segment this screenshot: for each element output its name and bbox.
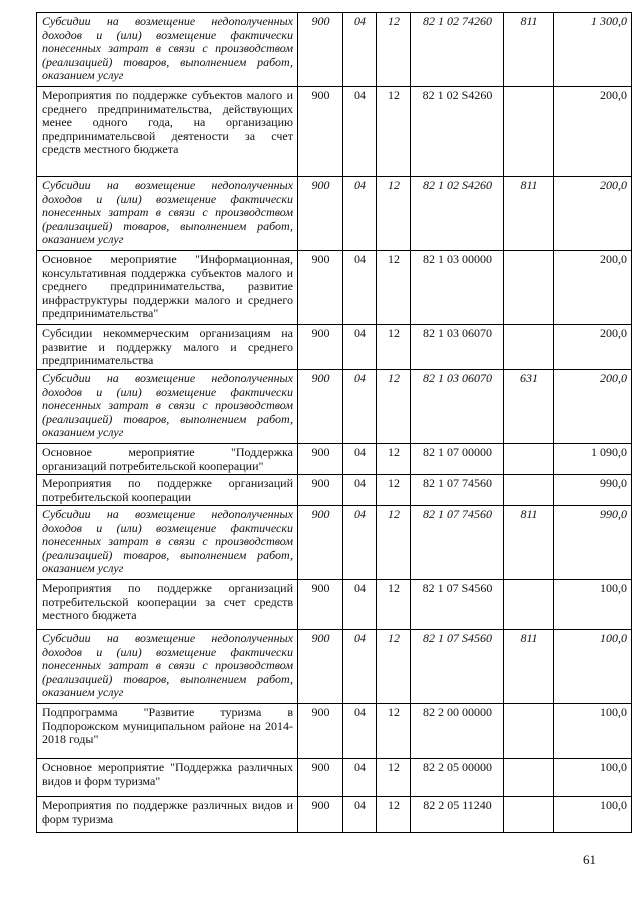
grbs-code-cell: 900 [298, 506, 343, 580]
expense-type-cell [504, 325, 554, 370]
grbs-code-cell: 900 [298, 580, 343, 630]
amount-cell: 1 300,0 [554, 13, 632, 87]
subsection-code-cell: 12 [377, 444, 411, 475]
target-article-cell: 82 1 02 S4260 [411, 87, 504, 177]
subsection-code-cell: 12 [377, 704, 411, 759]
row-name-cell: Мероприятия по поддержке различных видов и форм туризма [37, 797, 298, 833]
section-code-cell: 04 [343, 444, 377, 475]
subsection-code-cell: 12 [377, 177, 411, 251]
row-name-cell: Субсидии на возмещение недополученных доходов и (или) возмещение фактически понесенных затрат в связи с производством (реализацией) товаров, выполнением работ, оказанием услуг [37, 13, 298, 87]
amount-cell: 200,0 [554, 370, 632, 444]
row-name-cell: Мероприятия по поддержке субъектов малого и среднего предпринимательства, действующих менее одного года, на организацию предпринимательсвой деятености за счет средств местного бюджета [37, 87, 298, 177]
row-name-cell: Субсидии на возмещение недополученных доходов и (или) возмещение фактически понесенных затрат в связи с производством (реализацией) товаров, выполнением работ, оказанием услуг [37, 177, 298, 251]
amount-cell: 100,0 [554, 759, 632, 797]
grbs-code-cell: 900 [298, 444, 343, 475]
target-article-cell: 82 1 03 00000 [411, 251, 504, 325]
grbs-code-cell: 900 [298, 87, 343, 177]
target-article-cell: 82 1 07 00000 [411, 444, 504, 475]
section-code-cell: 04 [343, 177, 377, 251]
table-row [37, 370, 632, 444]
table-row [37, 580, 632, 630]
grbs-code-cell: 900 [298, 177, 343, 251]
row-name-cell: Мероприятия по поддержке организаций потребительской кооперации за счет средств местного бюджета [37, 580, 298, 630]
expense-type-cell [504, 444, 554, 475]
section-code-cell: 04 [343, 580, 377, 630]
expense-type-cell: 811 [504, 13, 554, 87]
table-row [37, 87, 632, 177]
row-name-cell: Субсидии на возмещение недополученных доходов и (или) возмещение фактически понесенных затрат в связи с производством (реализацией) товаров, выполнением работ, оказанием услуг [37, 370, 298, 444]
subsection-code-cell: 12 [377, 630, 411, 704]
expense-type-cell [504, 797, 554, 833]
section-code-cell: 04 [343, 475, 377, 506]
section-code-cell: 04 [343, 759, 377, 797]
section-code-cell: 04 [343, 251, 377, 325]
subsection-code-cell: 12 [377, 580, 411, 630]
row-name-cell: Субсидии на возмещение недополученных доходов и (или) возмещение фактически понесенных затрат в связи с производством (реализацией) товаров, выполнением работ, оказанием услуг [37, 630, 298, 704]
amount-cell: 100,0 [554, 704, 632, 759]
row-name-cell: Основное мероприятие "Поддержка различных видов и форм туризма" [37, 759, 298, 797]
budget-table [36, 12, 632, 833]
table-row [37, 759, 632, 797]
section-code-cell: 04 [343, 13, 377, 87]
grbs-code-cell: 900 [298, 759, 343, 797]
expense-type-cell [504, 704, 554, 759]
section-code-cell: 04 [343, 370, 377, 444]
subsection-code-cell: 12 [377, 506, 411, 580]
subsection-code-cell: 12 [377, 13, 411, 87]
expense-type-cell [504, 87, 554, 177]
subsection-code-cell: 12 [377, 87, 411, 177]
target-article-cell: 82 2 05 00000 [411, 759, 504, 797]
target-article-cell: 82 1 07 74560 [411, 475, 504, 506]
grbs-code-cell: 900 [298, 797, 343, 833]
amount-cell: 990,0 [554, 506, 632, 580]
row-name-cell: Мероприятия по поддержке организаций потребительской кооперации [37, 475, 298, 506]
subsection-code-cell: 12 [377, 251, 411, 325]
grbs-code-cell: 900 [298, 704, 343, 759]
target-article-cell: 82 1 02 S4260 [411, 177, 504, 251]
grbs-code-cell: 900 [298, 325, 343, 370]
target-article-cell: 82 1 03 06070 [411, 325, 504, 370]
amount-cell: 1 090,0 [554, 444, 632, 475]
amount-cell: 100,0 [554, 797, 632, 833]
section-code-cell: 04 [343, 704, 377, 759]
amount-cell: 100,0 [554, 580, 632, 630]
row-name-cell: Основное мероприятие "Поддержка организаций потребительской кооперации" [37, 444, 298, 475]
table-row [37, 251, 632, 325]
page-number: 61 [583, 852, 596, 867]
expense-type-cell: 811 [504, 506, 554, 580]
table-row [37, 475, 632, 506]
table-row [37, 630, 632, 704]
section-code-cell: 04 [343, 87, 377, 177]
target-article-cell: 82 1 02 74260 [411, 13, 504, 87]
subsection-code-cell: 12 [377, 475, 411, 506]
subsection-code-cell: 12 [377, 759, 411, 797]
section-code-cell: 04 [343, 506, 377, 580]
amount-cell: 990,0 [554, 475, 632, 506]
target-article-cell: 82 1 07 S4560 [411, 630, 504, 704]
amount-cell: 100,0 [554, 630, 632, 704]
section-code-cell: 04 [343, 630, 377, 704]
section-code-cell: 04 [343, 325, 377, 370]
table-row [37, 797, 632, 833]
expense-type-cell [504, 759, 554, 797]
amount-cell: 200,0 [554, 177, 632, 251]
grbs-code-cell: 900 [298, 370, 343, 444]
expense-type-cell [504, 475, 554, 506]
row-name-cell: Основное мероприятие "Информационная, консультативная поддержка субъектов малого и среднего предпринимательства, развитие инфраструктуры поддержки малого и среднего предпринимательства" [37, 251, 298, 325]
table-row [37, 444, 632, 475]
expense-type-cell: 811 [504, 177, 554, 251]
target-article-cell: 82 2 05 11240 [411, 797, 504, 833]
subsection-code-cell: 12 [377, 325, 411, 370]
grbs-code-cell: 900 [298, 251, 343, 325]
subsection-code-cell: 12 [377, 370, 411, 444]
subsection-code-cell: 12 [377, 797, 411, 833]
grbs-code-cell: 900 [298, 475, 343, 506]
table-row [37, 506, 632, 580]
expense-type-cell [504, 251, 554, 325]
row-name-cell: Подпрограмма "Развитие туризма в Подпорожском муниципальном районе на 2014-2018 годы" [37, 704, 298, 759]
expense-type-cell: 631 [504, 370, 554, 444]
section-code-cell: 04 [343, 797, 377, 833]
target-article-cell: 82 1 03 06070 [411, 370, 504, 444]
amount-cell: 200,0 [554, 251, 632, 325]
expense-type-cell: 811 [504, 630, 554, 704]
grbs-code-cell: 900 [298, 630, 343, 704]
row-name-cell: Субсидии на возмещение недополученных доходов и (или) возмещение фактически понесенных затрат в связи с производством (реализацией) товаров, выполнением работ, оказанием услуг [37, 506, 298, 580]
table-row [37, 177, 632, 251]
budget-table-body [37, 13, 632, 833]
row-name-cell: Субсидии некоммерческим организациям на развитие и поддержку малого и среднего предпринимательства [37, 325, 298, 370]
table-row [37, 325, 632, 370]
target-article-cell: 82 1 07 74560 [411, 506, 504, 580]
expense-type-cell [504, 580, 554, 630]
table-row [37, 13, 632, 87]
amount-cell: 200,0 [554, 325, 632, 370]
table-row [37, 704, 632, 759]
target-article-cell: 82 2 00 00000 [411, 704, 504, 759]
grbs-code-cell: 900 [298, 13, 343, 87]
amount-cell: 200,0 [554, 87, 632, 177]
target-article-cell: 82 1 07 S4560 [411, 580, 504, 630]
